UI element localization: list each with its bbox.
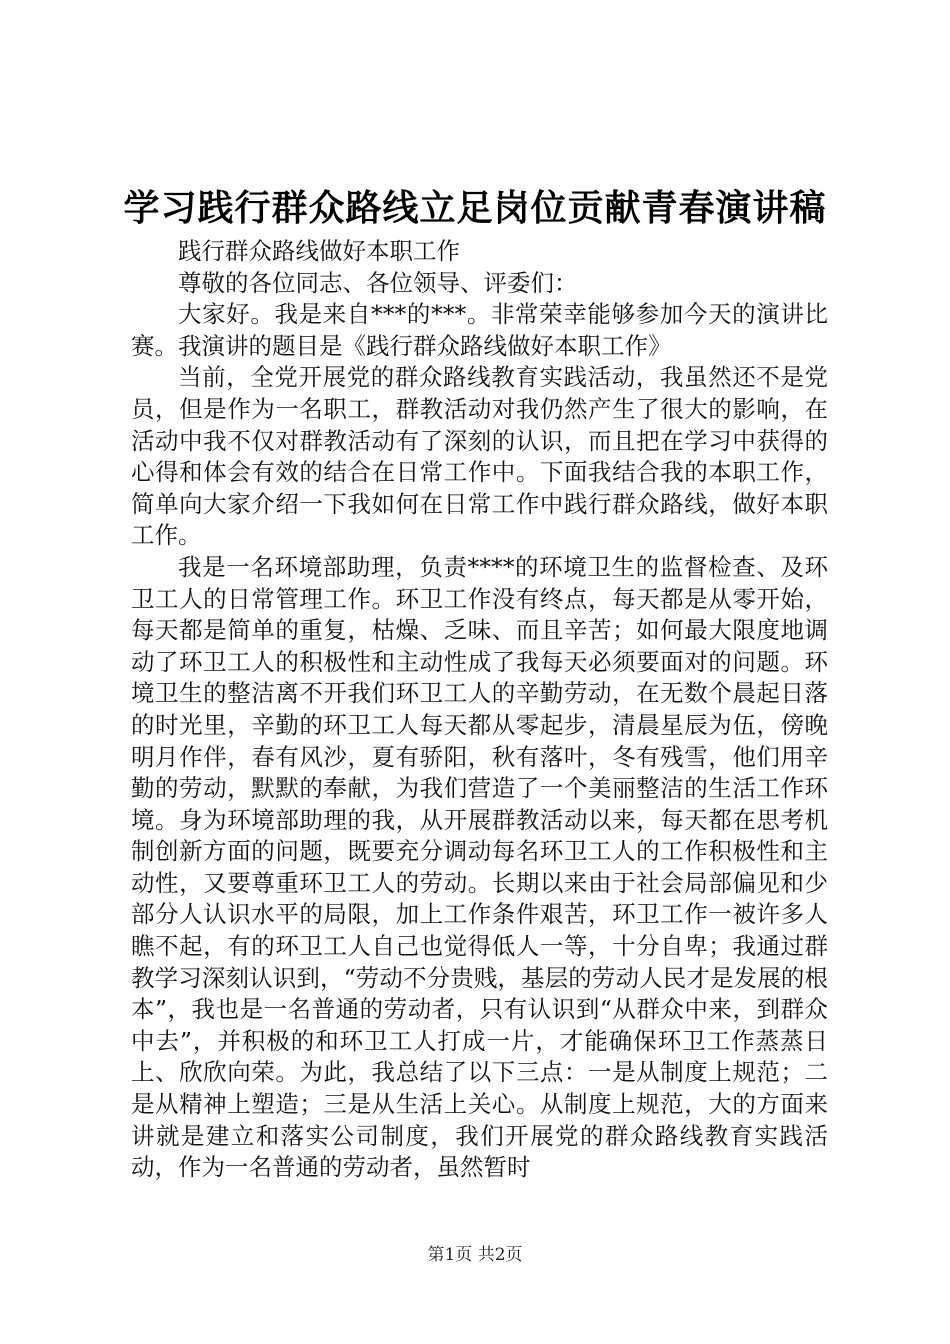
paragraph-main-body: 我是一名环境部助理，负责****的环境卫生的监督检查、及环卫工人的日常管理工作。环卫工作没有终点，每天都是从零开始，每天都是简单的重复，枯燥、乏味、而且辛苦；如何最大限度地调动了环卫工人的积极性和主动性成了我每天必须要面对的问题。环境卫生的整洁离不开我们环卫工人的辛勤劳动，在无数个晨起日落的时光里，辛勤的环卫工人每天都从零起步，清晨星辰为伍，傍晚明月作伴，春有风沙，夏有骄阳，秋有落叶，冬有残雪，他们用辛勤的劳动，默默的奉献，为我们营造了一个美丽整洁的生活工作环境。身为环境部助理的我，从开展群教活动以来，每天都在思考机制创新方面的问题，既要充分调动每名环卫工人的工作积极性和主动性，又要尊重环卫工人的劳动。长期以来由于社会局部偏见和少部分人认识水平的局限，加上工作条件艰苦，环卫工作一被许多人瞧不起，有的环卫工人自己也觉得低人一等，十分自卑；我通过群教学习深刻认识到，“劳动不分贵贱，基层的劳动人民才是发展的根本”，我也是一名普通的劳动者，只有认识到“从群众中来，到群众中去”，并积极的和环卫工人打成一片，才能确保环卫工作蒸蒸日上、欣欣向荣。为此，我总结了以下三点：一是从制度上规范；二是从精神上塑造；三是从生活上关心。从制度上规范，大的方面来讲就是建立和落实公司制度，我们开展党的群众路线教育实践活动，作为一名普通的劳动者，虽然暂时 xyxy=(131,552,828,1182)
document-title: 学习践行群众路线立足岗位贡献青春演讲稿 xyxy=(123,187,827,229)
paragraph-background: 当前，全党开展党的群众路线教育实践活动，我虽然还不是党员，但是作为一名职工，群教活动对我仍然产生了很大的影响，在活动中我不仅对群教活动有了深刻的认识，而且把在学习中获得的心得和体会有效的结合在日常工作中。下面我结合我的本职工作，简单向大家介绍一下我如何在日常工作中践行群众路线，做好本职工作。 xyxy=(131,363,828,550)
page-number-footer: 第1页 共2页 xyxy=(427,1245,523,1265)
paragraph-greeting: 大家好。我是来自***的***。非常荣幸能够参加今天的演讲比赛。我演讲的题目是《践行群众路线做好本职工作》 xyxy=(131,300,828,360)
paragraph-subtitle: 践行群众路线做好本职工作 xyxy=(178,237,460,265)
paragraph-salutation: 尊敬的各位同志、各位领导、评委们： xyxy=(178,268,578,297)
document-body xyxy=(131,236,828,1184)
